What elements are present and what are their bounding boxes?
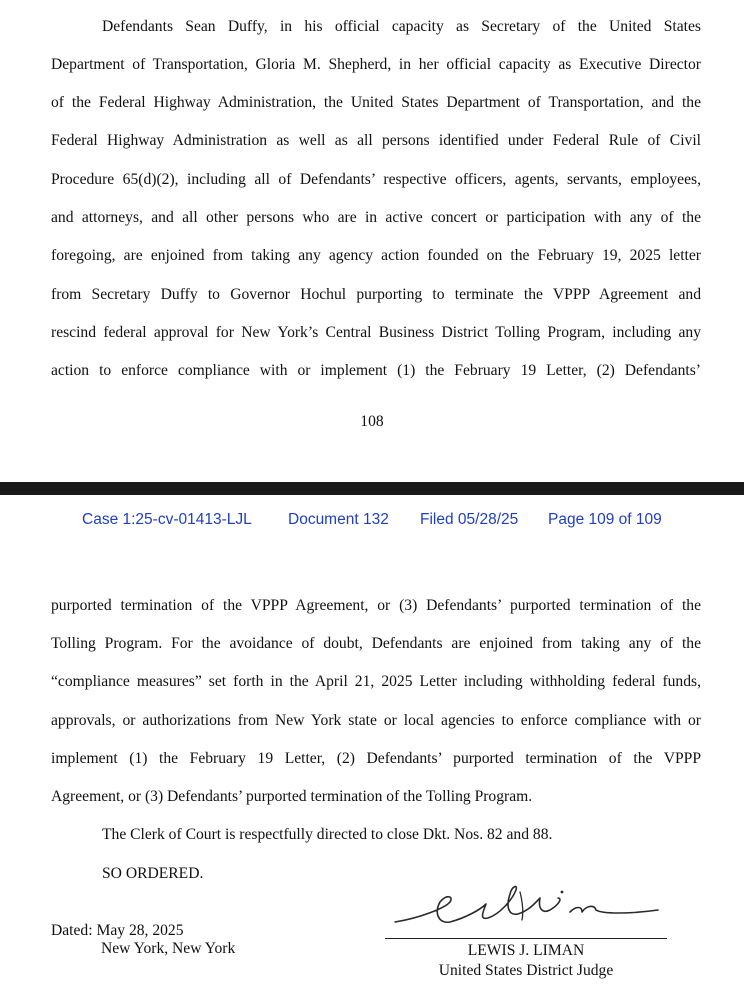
signature-line — [385, 938, 667, 939]
paragraph-line: of the Federal Highway Administration, the United States Department of Transportation, and the — [51, 94, 701, 111]
paragraph-line: Tolling Program. For the avoidance of doubt, Defendants are enjoined from taking any of the — [51, 635, 701, 652]
clerk-directive: The Clerk of Court is respectfully directed to close Dkt. Nos. 82 and 88. — [102, 826, 553, 843]
paragraph-line: and attorneys, and all other persons who are in active concert or participation with any of the — [51, 209, 701, 226]
paragraph-line: purported termination of the VPPP Agreement, or (3) Defendants’ purported termination of the — [51, 597, 701, 614]
location-line: New York, New York — [101, 940, 236, 957]
paragraph-line: from Secretary Duffy to Governor Hochul purporting to terminate the VPPP Agreement and — [51, 286, 701, 303]
paragraph-line: action to enforce compliance with or implement (1) the February 19 Letter, (2) Defendants’ — [51, 362, 701, 379]
paragraph-line: Federal Highway Administration as well as all persons identified under Federal Rule of Civil — [51, 132, 701, 149]
paragraph-line: foregoing, are enjoined from taking any agency action founded on the February 19, 2025 letter — [51, 247, 701, 264]
paragraph-line: Defendants Sean Duffy, in his official capacity as Secretary of the United States — [102, 18, 701, 35]
paragraph-line: rescind federal approval for New York’s Central Business District Tolling Program, including any — [51, 324, 701, 341]
case-number: Case 1:25-cv-01413-LJL — [82, 511, 252, 528]
paragraph-line: “compliance measures” set forth in the April 21, 2025 Letter including withholding federal funds, — [51, 673, 701, 690]
page-number: 108 — [360, 413, 384, 430]
so-ordered: SO ORDERED. — [102, 865, 204, 882]
paragraph-line: Procedure 65(d)(2), including all of Defendants’ respective officers, agents, servants, employees, — [51, 171, 701, 188]
dated-line: Dated: May 28, 2025 — [51, 922, 184, 939]
filed-date: Filed 05/28/25 — [420, 511, 519, 528]
paragraph-line: approvals, or authorizations from New York state or local agencies to enforce compliance with or — [51, 712, 701, 729]
page-count: Page 109 of 109 — [548, 511, 662, 528]
paragraph-line: Agreement, or (3) Defendants’ purported termination of the Tolling Program. — [51, 788, 533, 805]
judge-signature — [390, 880, 675, 940]
document-number: Document 132 — [288, 511, 389, 528]
paragraph-line: implement (1) the February 19 Letter, (2) Defendants’ purported termination of the VPPP — [51, 750, 701, 767]
paragraph-line: Department of Transportation, Gloria M. Shepherd, in her official capacity as Executive Director — [51, 56, 701, 73]
judge-name: LEWIS J. LIMAN — [467, 942, 585, 959]
judge-title: United States District Judge — [438, 962, 614, 979]
page-divider — [0, 482, 744, 495]
